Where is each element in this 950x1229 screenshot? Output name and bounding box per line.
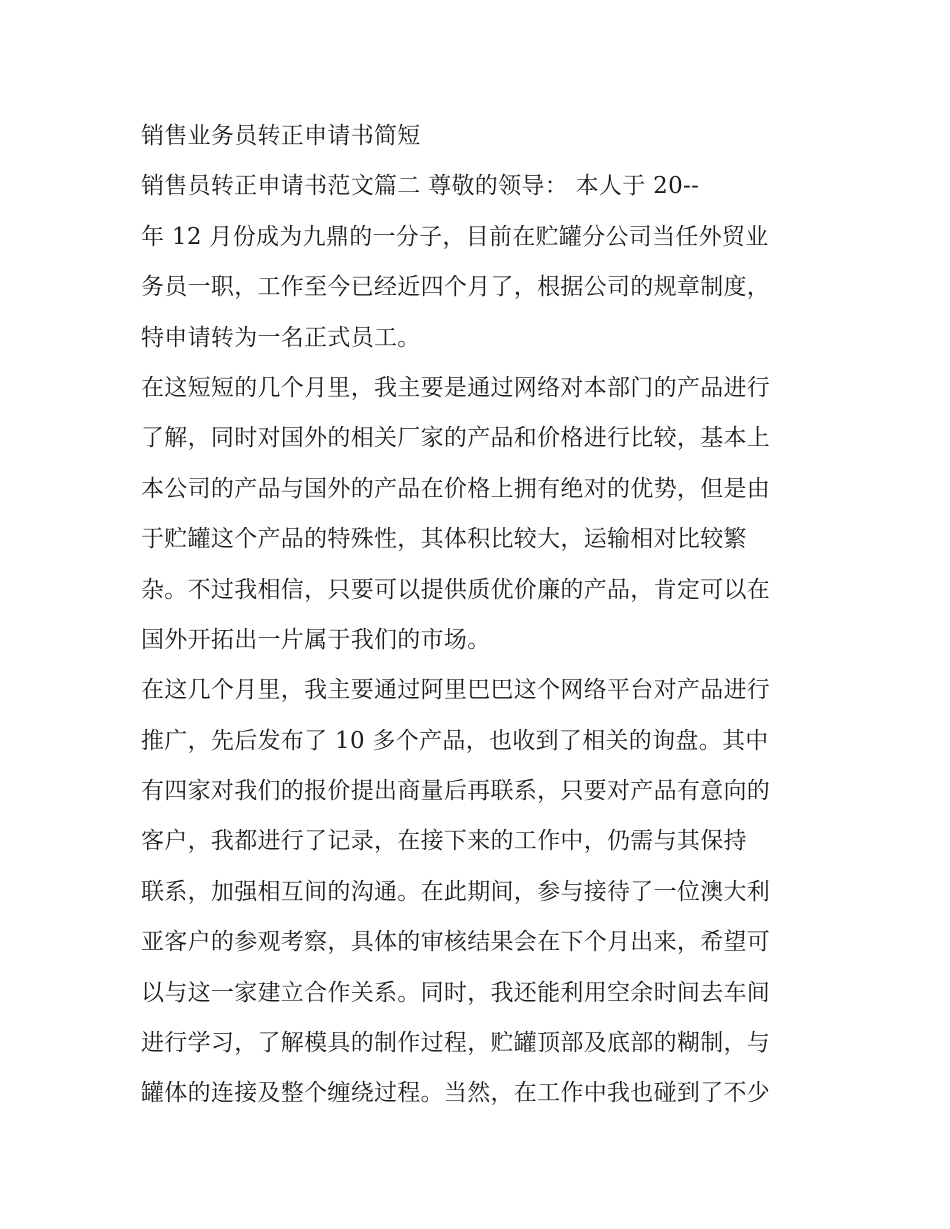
- text-line: 于贮罐这个产品的特殊性，其体积比较大，运输相对比较繁: [141, 526, 747, 553]
- text-line: 本公司的产品与国外的产品在价格上拥有绝对的优势，但是由: [141, 475, 771, 502]
- text-line: 进行学习，了解模具的制作过程，贮罐顶部及底部的糊制，与: [141, 1030, 771, 1057]
- document-title: 销售业务员转正申请书简短: [141, 123, 421, 149]
- text-line: 在这几个月里，我主要通过阿里巴巴这个网络平台对产品进行: [141, 677, 771, 704]
- text-line: 特申请转为一名正式员工。: [141, 324, 421, 351]
- text-line: 联系，加强相互间的沟通。在此期间，参与接待了一位澳大利: [141, 878, 771, 905]
- text-line: 客户，我都进行了记录，在接下来的工作中，仍需与其保持: [141, 828, 747, 855]
- text-line: 年 12 月份成为九鼎的一分子，目前在贮罐分公司当任外贸业: [141, 223, 769, 250]
- text-line: 了解，同时对国外的相关厂家的产品和价格进行比较，基本上: [141, 425, 771, 452]
- text-line: 杂。不过我相信，只要可以提供质优价廉的产品，肯定可以在: [141, 576, 771, 603]
- text-line: 亚客户的参观考察，具体的审核结果会在下个月出来，希望可: [141, 929, 771, 956]
- text-line: 推广，先后发布了 10 多个产品，也收到了相关的询盘。其中: [141, 727, 769, 754]
- text-line: 务员一职，工作至今已经近四个月了，根据公司的规章制度，: [141, 274, 771, 301]
- text-line: 以与这一家建立合作关系。同时，我还能利用空余时间去车间: [141, 979, 771, 1006]
- text-line: 销售员转正申请书范文篇二 尊敬的领导： 本人于 20--: [141, 173, 700, 200]
- document-body: [141, 111, 813, 1119]
- text-line: 在这短短的几个月里，我主要是通过网络对本部门的产品进行: [141, 374, 771, 401]
- text-line: 罐体的连接及整个缠绕过程。当然，在工作中我也碰到了不少: [141, 1080, 771, 1107]
- text-line: 国外开拓出一片属于我们的市场。: [141, 626, 491, 653]
- text-line: 有四家对我们的报价提出商量后再联系，只要对产品有意向的: [141, 778, 771, 805]
